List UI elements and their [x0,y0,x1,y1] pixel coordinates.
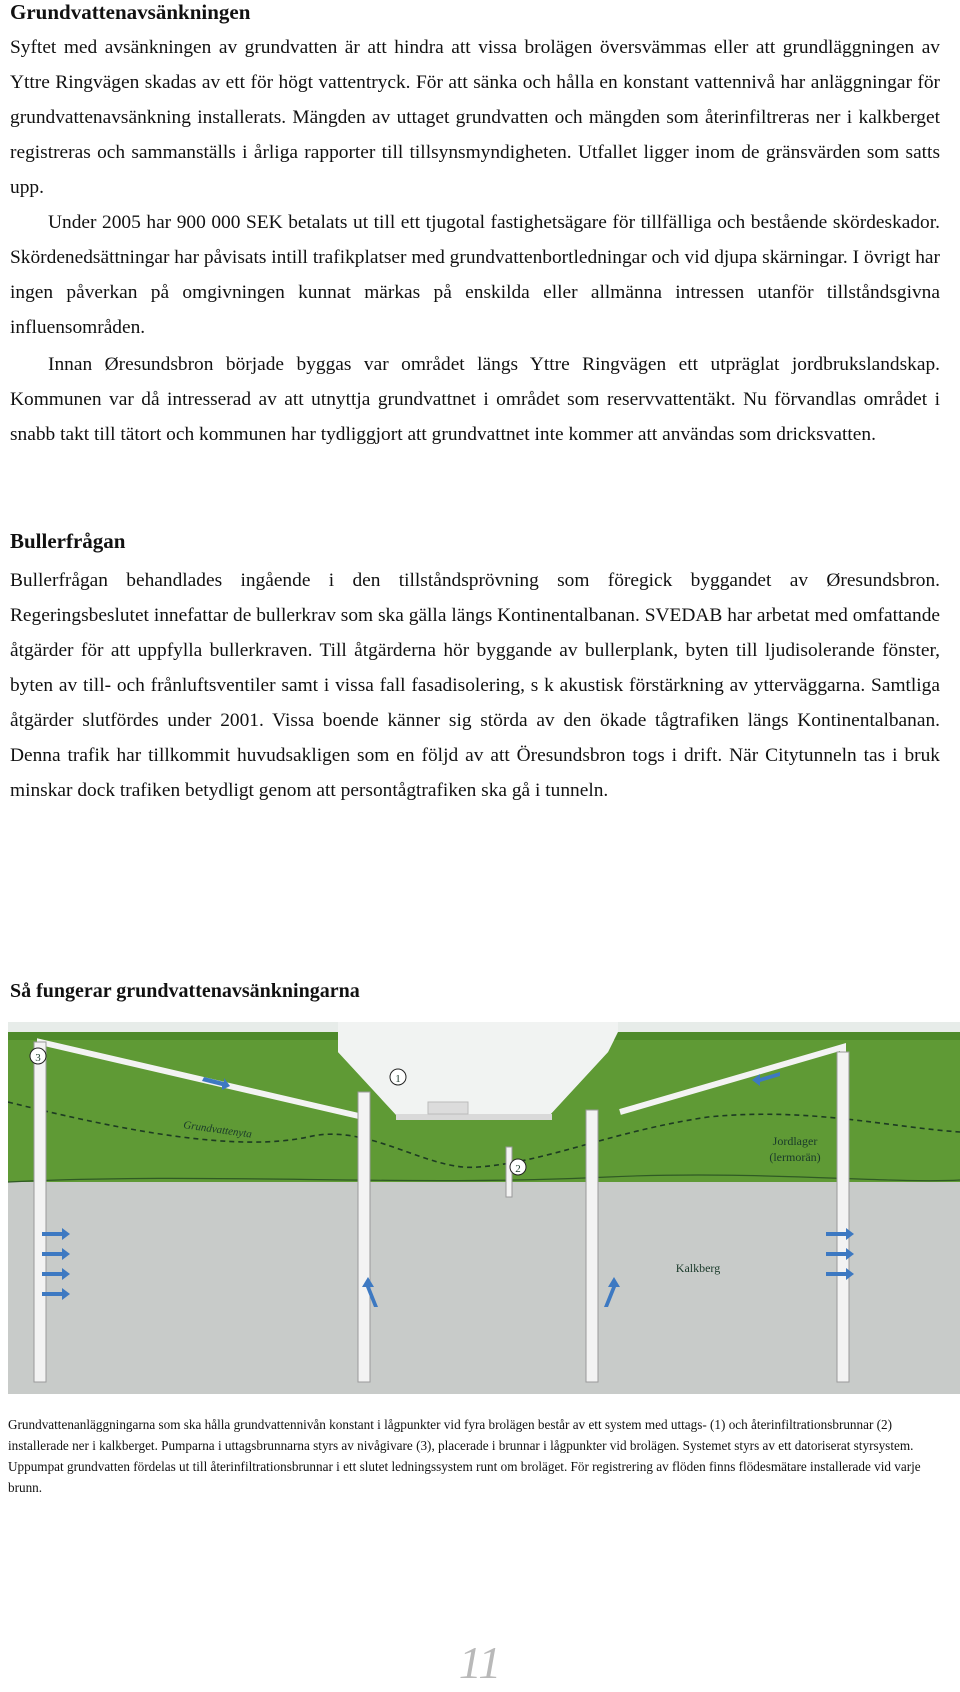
paragraph-syftet: Syftet med avsänkningen av grundvatten är att hindra att vissa brolägen översvämmas eller att grundläggningen av Yttre Ringvägen skadas av ett för högt vattentryck. För att sänka och hålla en konstant vattennivå har anläggningar för grundvattenavsänkning installerats. Mängden av uttaget grundvatten och mängden som återinfiltreras ner i kalkberget registreras och sammanställs i årliga rapporter till tillsynsmyndigheten. Utfallet ligger inom de gränsvärden som satts upp. [10,37,940,198]
marker-2-label: 2 [515,1163,521,1175]
groundwater-diagram [8,1022,960,1394]
paragraph-2005: Under 2005 har 900 000 SEK betalats ut till ett tjugotal fastighetsägare för tillfälliga och bestående skördeskador. Skördenedsättningar har påvisats intill trafikplatser med grundvattenbortledningar och vid djupa skärningar. I övrigt har ingen påverkan på omgivningen kunnat märkas på enskilda eller allmänna intressen utanför tillståndsgivna influensområden. [10,212,940,338]
figure-heading: Så fungerar grundvattenavsänkningarna [10,980,360,1002]
marker-3-label: 3 [35,1052,41,1064]
centre-well [506,1147,512,1197]
section-heading-buller: Bullerfrågan [10,529,126,553]
paragraph-bullerfragan: Bullerfrågan behandlades ingående i den tillståndsprövning som föregick byggandet av Øresundsbron. Regeringsbeslutet innefattar de bullerkrav som ska gälla längs Kontinentalbanan. SVEDAB har arbetat med omfattande åtgärder för att uppfylla bullerkraven. Till åtgärderna hör byggande av bullerplank, byten till ljudisolerande fönster, byten av till- och frånluftsventiler samt i vissa fall fasadisolering, s k akustisk förstärkning av ytterväggarna. Samtliga åtgärder slutfördes under 2001. Vissa boende känner sig störda av den ökade tågtrafiken längs Kontinentalbanan. Denna trafik har tillkommit huvudsakligen som en följd av att Öresundsbron togs i drift. När Citytunneln tas i bruk minskar dock trafiken betydligt genom att persontågtrafiken ska gå i tunneln. [10,570,940,801]
road-deck [396,1114,552,1120]
groundwater-label: Grundvattenyta [182,1119,253,1141]
infiltration-well [586,1110,598,1382]
vehicle [428,1102,468,1114]
extraction-well [358,1092,370,1382]
soil-label-line2: (lermorän) [769,1150,821,1164]
page-number: 11 [458,1637,502,1688]
bedrock-layer [8,1182,960,1394]
bedrock-label: Kalkberg [675,1261,721,1275]
paragraph-innan: Innan Øresundsbron började byggas var området längs Yttre Ringvägen ett utpräglat jordbrukslandskap. Kommunen var då intresserad av att utnyttja grundvattnet i området som reservvattentäkt. Nu förvandlas området i snabb takt till tätort och kommunen har tydliggjort att grundvattnet inte kommer att användas som dricksvatten. [10,354,940,445]
well-right [837,1052,849,1382]
well-left [34,1042,46,1382]
figure-caption: Grundvattenanläggningarna som ska hålla grundvattennivån konstant i lågpunkter vid fyra brolägen består av ett system med uttags- (1) och återinfiltrationsbrunnar (2) installerade ner i kalkberget. Pumparna i uttagsbrunnarna styrs av nivågivare (3), placerade i brunnar i lågpunkter vid brolägen. Systemet styrs av ett datoriserat styrsystem. Uppumpat grundvatten fördelas ut till återinfiltrationsbrunnar i ett slutet ledningssystem runt om broläget. För registrering av flöden finns flödesmätare installerade vid varje brunn. [8,1417,921,1495]
soil-label-line1: Jordlager [772,1134,818,1148]
marker-1-label: 1 [395,1073,401,1085]
section-heading-grundvatten: Grundvattenavsänkningen [10,0,251,24]
